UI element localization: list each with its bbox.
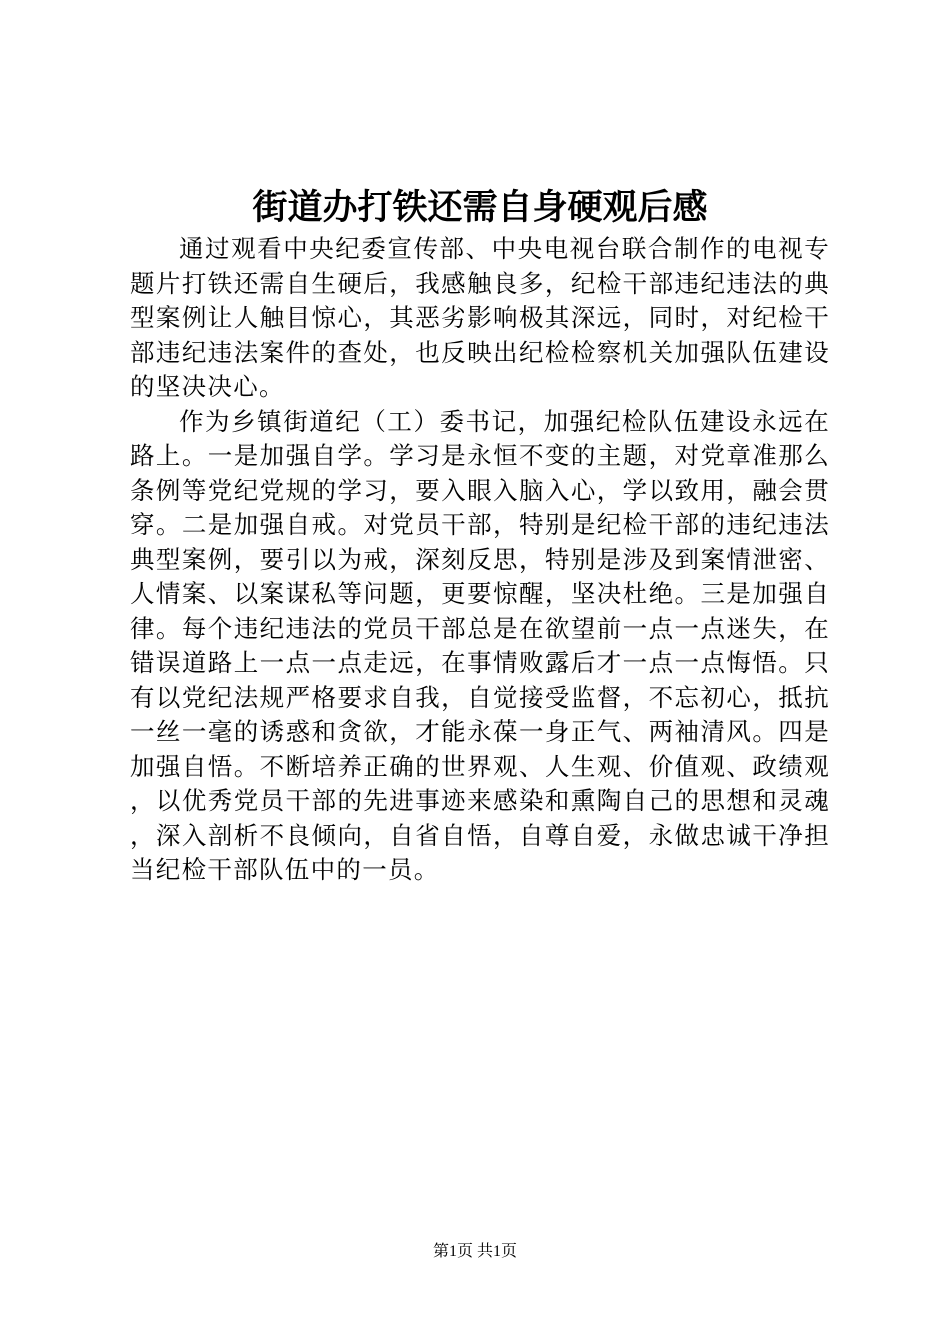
paragraph-2: 作为乡镇街道纪（工）委书记，加强纪检队伍建设永远在路上。一是加强自学。学习是永恒不变的主题，对党章准那么条例等党纪党规的学习，要入眼入脑入心，学以致用，融会贯穿。二是加强自戒。对党员干部，特别是纪检干部的违纪违法典型案例，要引以为戒，深刻反思，特别是涉及到案情泄密、人情案、以案谋私等问题，更要惊醒，坚决杜绝。三是加强自律。每个违纪违法的党员干部总是在欲望前一点一点迷失，在错误道路上一点一点走远，在事情败露后才一点一点悔悟。只有以党纪法规严格要求自我，自觉接受监督，不忘初心，抵抗一丝一毫的诱惑和贪欲，才能永葆一身正气、两袖清风。四是加强自悟。不断培养正确的世界观、人生观、价值观、政绩观，以优秀党员干部的先进事迹来感染和熏陶自己的思想和灵魂，深入剖析不良倾向，自省自悟，自尊自爱，永做忠诚干净担当纪检干部队伍中的一员。: [130, 406, 830, 884]
document-title: 街道办打铁还需自身硬观后感: [252, 187, 708, 228]
paragraph-1: 通过观看中央纪委宣传部、中央电视台联合制作的电视专题片打铁还需自生硬后，我感触良多，纪检干部违纪违法的典型案例让人触目惊心，其恶劣影响极其深远，同时，对纪检干部违纪违法案件的查处，也反映出纪检检察机关加强队伍建设的坚决决心。: [130, 234, 830, 401]
document-body: [130, 232, 830, 888]
page-footer: 第1页 共1页: [432, 1243, 517, 1260]
